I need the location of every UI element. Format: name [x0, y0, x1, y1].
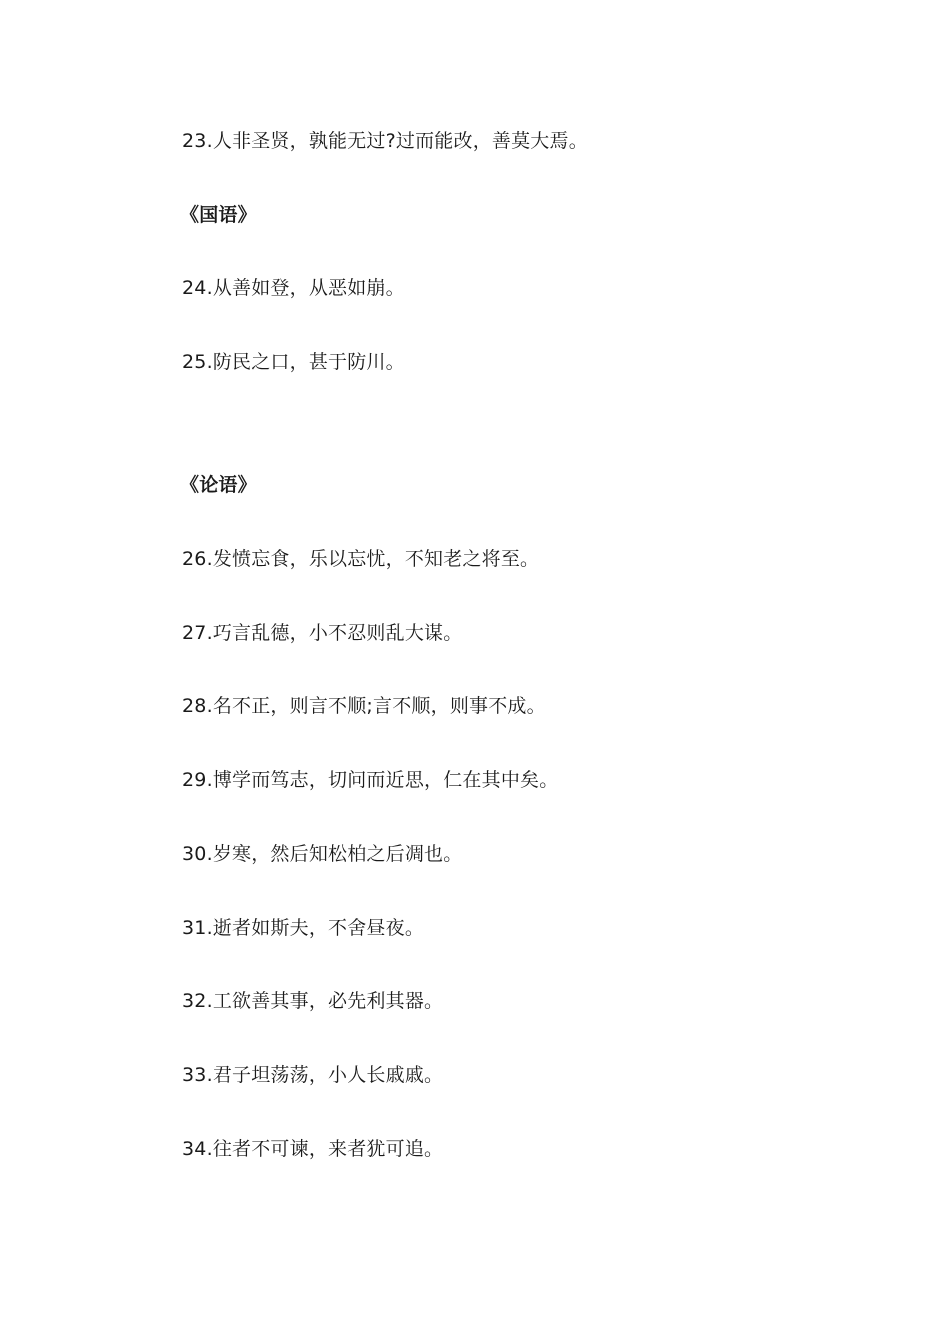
quote-line-24: 24.从善如登，从恶如崩。 — [182, 277, 405, 299]
quote-line-29: 29.博学而笃志，切问而近思，仁在其中矣。 — [182, 769, 559, 791]
quote-line-30: 30.岁寒，然后知松柏之后凋也。 — [182, 843, 463, 865]
quote-line-32: 32.工欲善其事，必先利其器。 — [182, 990, 444, 1012]
section-heading-lunyu: 《论语》 — [180, 474, 257, 496]
section-heading-guoyu: 《国语》 — [180, 204, 257, 226]
quote-line-31: 31.逝者如斯夫，不舍昼夜。 — [182, 917, 425, 939]
quote-line-27: 27.巧言乱德，小不忍则乱大谋。 — [182, 622, 463, 644]
quote-line-34: 34.往者不可谏，来者犹可追。 — [182, 1138, 444, 1160]
quote-line-28: 28.名不正，则言不顺;言不顺，则事不成。 — [182, 695, 546, 717]
quote-line-26: 26.发愤忘食，乐以忘忧，不知老之将至。 — [182, 548, 540, 570]
quote-line-23: 23.人非圣贤，孰能无过?过而能改，善莫大焉。 — [182, 130, 588, 152]
quote-line-33: 33.君子坦荡荡，小人长戚戚。 — [182, 1064, 444, 1086]
quote-line-25: 25.防民之口，甚于防川。 — [182, 351, 405, 373]
